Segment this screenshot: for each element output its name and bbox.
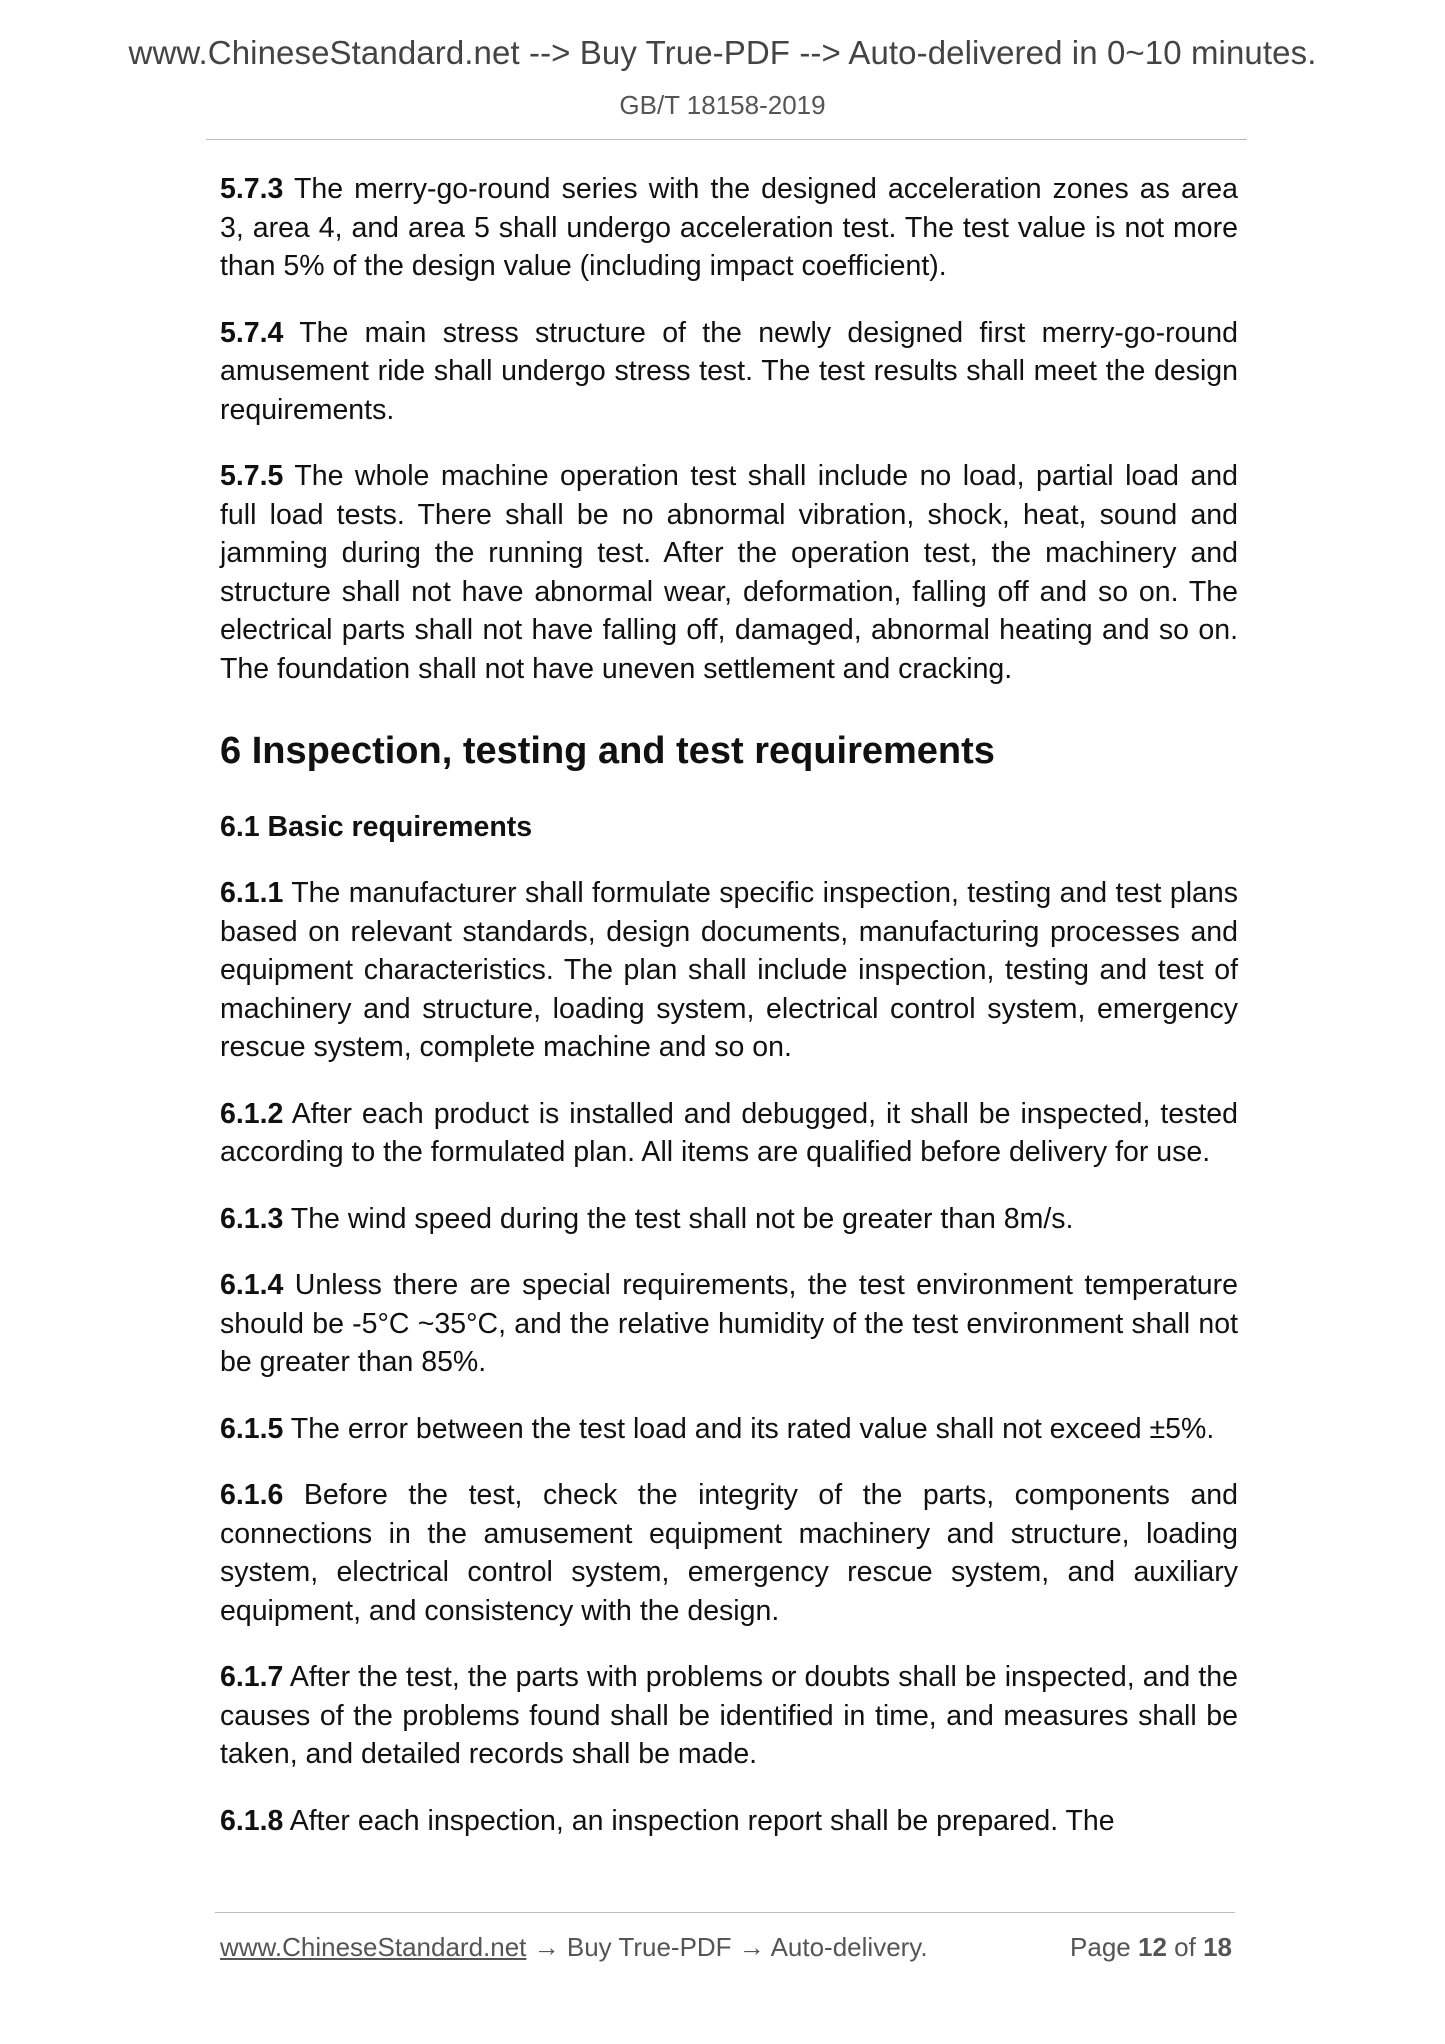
total-pages: 18: [1203, 1932, 1232, 1962]
clause-text: The main stress structure of the newly designed first merry-go-round amusement ride shall undergo stress test. The test results shall meet the design requirements.: [220, 316, 1238, 426]
clause-number: 5.7.4: [220, 316, 284, 349]
clause-text: The manufacturer shall formulate specific inspection, testing and test plans based on relevant standards, design documents, manufacturing processes and equipment characteristics. The plan shall include inspection, testing and test of machinery and structure, loading system, electrical control system, emergency rescue system, complete machine and so on.: [220, 877, 1238, 1063]
clause-text: The error between the test load and its rated value shall not exceed ±5%.: [283, 1412, 1215, 1445]
clause-text: After the test, the parts with problems or doubts shall be inspected, and the causes of the problems found shall be identified in time, and measures shall be taken, and detailed records shall be made.: [220, 1661, 1238, 1770]
section-6-heading: 6 Inspection, testing and test requirements: [220, 730, 995, 772]
page-number: 12: [1138, 1932, 1167, 1962]
header-divider: [206, 139, 1247, 140]
clause-text: After each inspection, an inspection report shall be prepared. The: [283, 1804, 1115, 1837]
page-indicator: [1070, 1932, 1232, 1963]
clause-text: Before the test, check the integrity of the parts, components and connections in the amusement equipment machinery and structure, loading system, electrical control system, emergency rescue system, and auxiliary equipment, and consistency with the design.: [220, 1479, 1238, 1627]
footer-divider: [215, 1912, 1235, 1913]
clause-6-1-5: [220, 1410, 1238, 1449]
clause-number: 5.7.5: [220, 460, 284, 492]
clause-number: 6.1.6: [220, 1479, 284, 1511]
clause-number: 6.1.7: [220, 1661, 284, 1693]
clause-number: 6.1.2: [220, 1097, 284, 1130]
clause-6-1-1: [220, 874, 1238, 1067]
clause-number: 6.1.4: [220, 1269, 284, 1301]
page-footer: [220, 1932, 1232, 1972]
top-banner: www.ChineseStandard.net --> Buy True-PDF --> Auto-delivered in 0~10 minutes.: [128, 34, 1317, 71]
clause-6-1-8: [220, 1802, 1238, 1841]
footer-tagline: → Buy True-PDF → Auto-delivery.: [526, 1932, 928, 1962]
clause-5-7-3: [220, 170, 1238, 286]
clause-5-7-5: [220, 457, 1238, 688]
clause-6-1-6: [220, 1476, 1238, 1630]
footer-site-link[interactable]: www.ChineseStandard.net: [220, 1932, 527, 1962]
clause-6-1-2: [220, 1095, 1238, 1172]
clause-number: 5.7.3: [220, 173, 284, 205]
clause-text: The wind speed during the test shall not be greater than 8m/s.: [283, 1202, 1074, 1235]
clause-number: 6.1.8: [220, 1804, 284, 1837]
clause-5-7-4: [220, 314, 1238, 430]
section-6-1-heading: 6.1 Basic requirements: [220, 811, 533, 843]
of-label: of: [1174, 1932, 1196, 1962]
page-content: [220, 170, 1238, 1868]
clause-number: 6.1.3: [220, 1202, 284, 1235]
clause-6-1-3: [220, 1200, 1238, 1239]
clause-number: 6.1.5: [220, 1412, 284, 1445]
clause-number: 6.1.1: [220, 877, 284, 909]
clause-text: The merry-go-round series with the designed acceleration zones as area 3, area 4, and area 5 shall undergo acceleration test. The test value is not more than 5% of the design value (including impact coefficient).: [220, 173, 1238, 282]
clause-text: The whole machine operation test shall include no load, partial load and full load tests. There shall be no abnormal vibration, shock, heat, sound and jamming during the running test. After the operation test, the machinery and structure shall not have abnormal wear, deformation, falling off and so on. The electrical parts shall not have falling off, damaged, abnormal heating and so on. The foundation shall not have uneven settlement and cracking.: [220, 460, 1238, 685]
document-id: GB/T 18158-2019: [619, 90, 826, 120]
clause-text: After each product is installed and debugged, it shall be inspected, tested according to the formulated plan. All items are qualified before delivery for use.: [220, 1097, 1238, 1168]
clause-6-1-7: [220, 1658, 1238, 1774]
clause-text: Unless there are special requirements, the test environment temperature should be -5°C ~35°C, and the relative humidity of the test environment shall not be greater than 85%.: [220, 1269, 1238, 1378]
page-label: Page: [1070, 1932, 1131, 1962]
clause-6-1-4: [220, 1266, 1238, 1382]
